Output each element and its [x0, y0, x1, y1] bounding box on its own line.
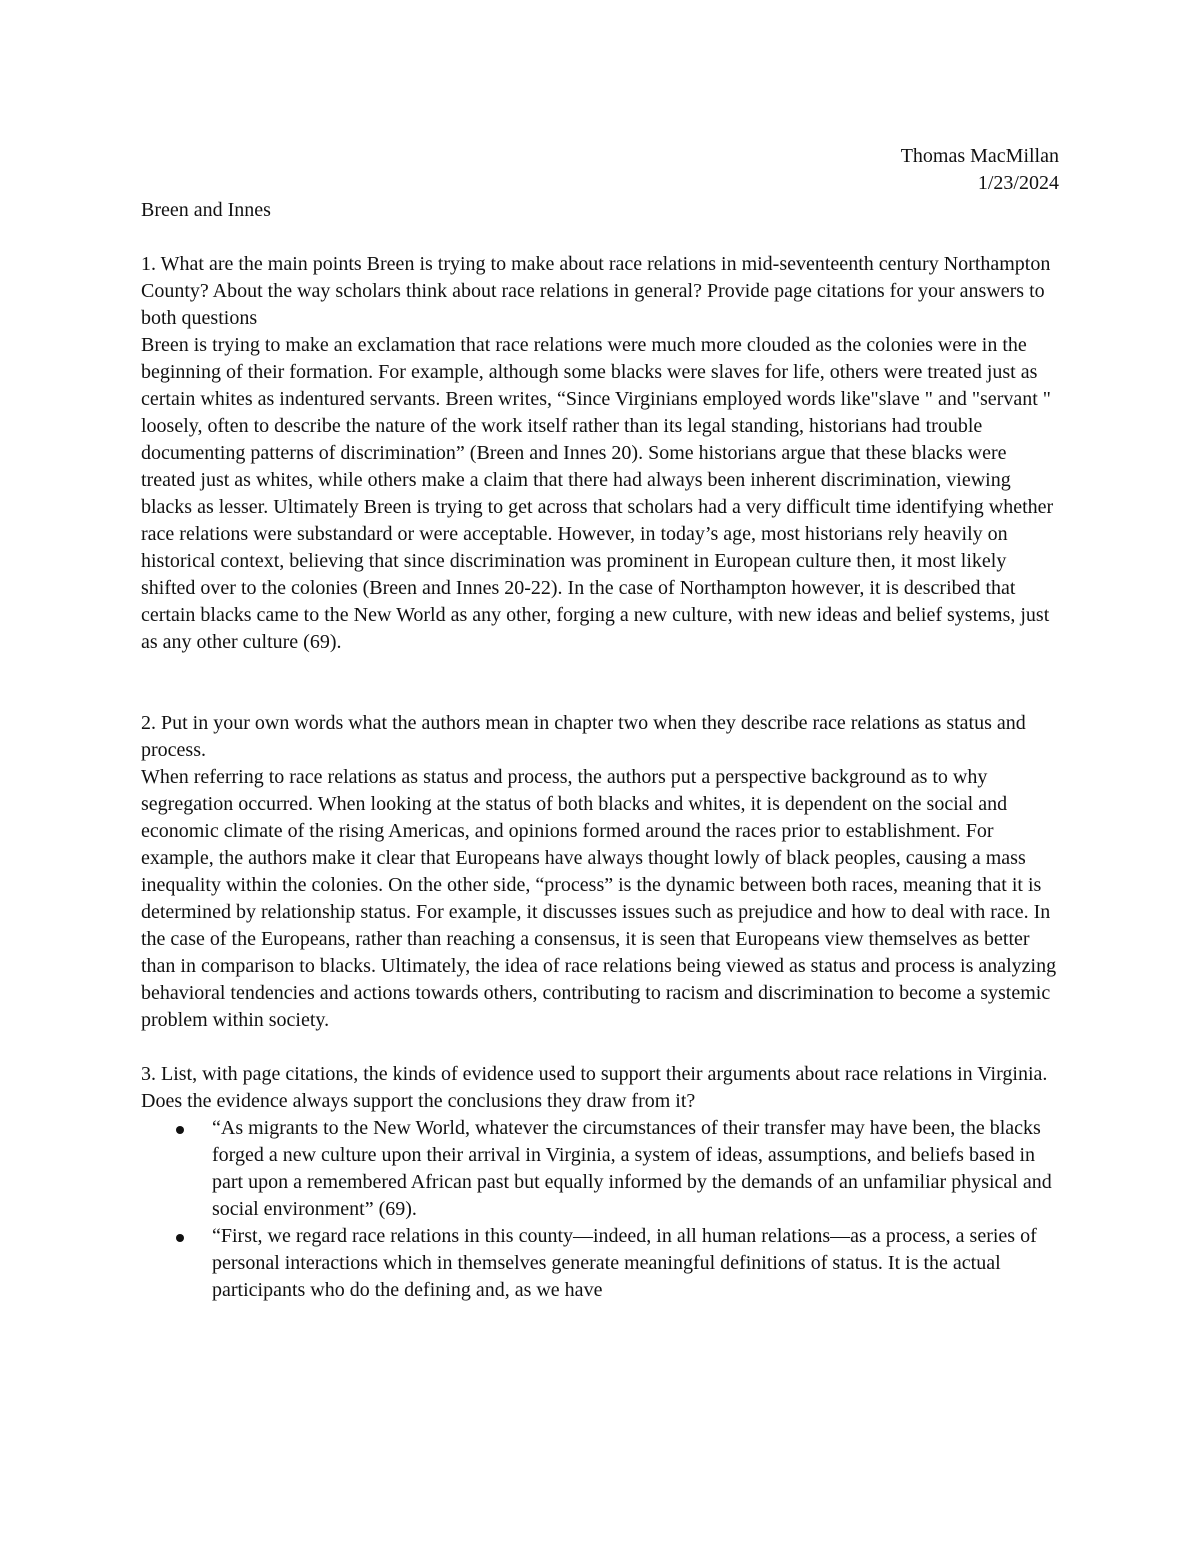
spacer	[141, 656, 1059, 710]
evidence-list	[141, 1115, 1059, 1304]
answer-1: Breen is trying to make an exclamation that race relations were much more clouded as the colonies were in the beginning of their formation. For example, although some blacks were slaves for life, others were treated just as certain whites as indentured servants. Breen writes, “Since Virginians employed words like"slave " and "servant " loosely, often to describe the nature of the work itself rather than its legal standing, historians had trouble documenting patterns of discrimination” (Breen and Innes 20). Some historians argue that these blacks were treated just as whites, while others make a claim that there had always been inherent discrimination, viewing blacks as lesser. Ultimately Breen is trying to get across that scholars had a very difficult time identifying whether race relations were substandard or were acceptable. However, in today’s age, most historians rely heavily on historical context, believing that since discrimination was prominent in European culture then, it most likely shifted over to the colonies (Breen and Innes 20-22). In the case of Northampton however, it is described that certain blacks came to the New World as any other, forging a new culture, with new ideas and belief systems, just as any other culture (69).	[141, 334, 1054, 653]
document-body	[141, 143, 1059, 1304]
evidence-quote-2: “First, we regard race relations in this county—indeed, in all human relations—as a process, a series of personal interactions which in themselves generate meaningful definitions of status. It is the actual participants who do the defining and, as we have	[212, 1225, 1037, 1301]
evidence-quote-1: “As migrants to the New World, whatever the circumstances of their transfer may have been, the blacks forged a new culture upon their arrival in Virginia, a system of ideas, assumptions, and beliefs based in part upon a remembered African past but equally informed by the demands of an unfamiliar physical and social environment” (69).	[212, 1117, 1052, 1220]
spacer	[141, 1034, 1059, 1061]
document-title: Breen and Innes	[141, 199, 271, 221]
list-item	[212, 1115, 1059, 1223]
author-name: Thomas MacMillan	[900, 145, 1059, 167]
question-1: 1. What are the main points Breen is trying to make about race relations in mid-seventeenth century Northampton County? About the way scholars think about race relations in general? Provide page citations for your answers to both questions	[141, 253, 1051, 329]
bullet-icon	[176, 1126, 184, 1134]
document-date: 1/23/2024	[977, 172, 1059, 194]
question-3: 3. List, with page citations, the kinds of evidence used to support their arguments about race relations in Virginia. Does the evidence always support the conclusions they draw from it?	[141, 1063, 1048, 1112]
answer-2: When referring to race relations as status and process, the authors put a perspective background as to why segregation occurred. When looking at the status of both blacks and whites, it is dependent on the social and economic climate of the rising Americas, and opinions formed around the races prior to establishment. For example, the authors make it clear that Europeans have always thought lowly of black peoples, causing a mass inequality within the colonies. On the other side, “process” is the dynamic between both races, meaning that it is determined by relationship status. For example, it discusses issues such as prejudice and how to deal with race. In the case of the Europeans, rather than reaching a consensus, it is seen that Europeans view themselves as better than in comparison to blacks. Ultimately, the idea of race relations being viewed as status and process is analyzing behavioral tendencies and actions towards others, contributing to racism and discrimination to become a systemic problem within society.	[141, 766, 1057, 1031]
list-item	[212, 1223, 1059, 1304]
bullet-icon	[176, 1234, 184, 1242]
spacer	[141, 224, 1059, 251]
question-2: 2. Put in your own words what the authors mean in chapter two when they describe race relations as status and process.	[141, 712, 1026, 761]
